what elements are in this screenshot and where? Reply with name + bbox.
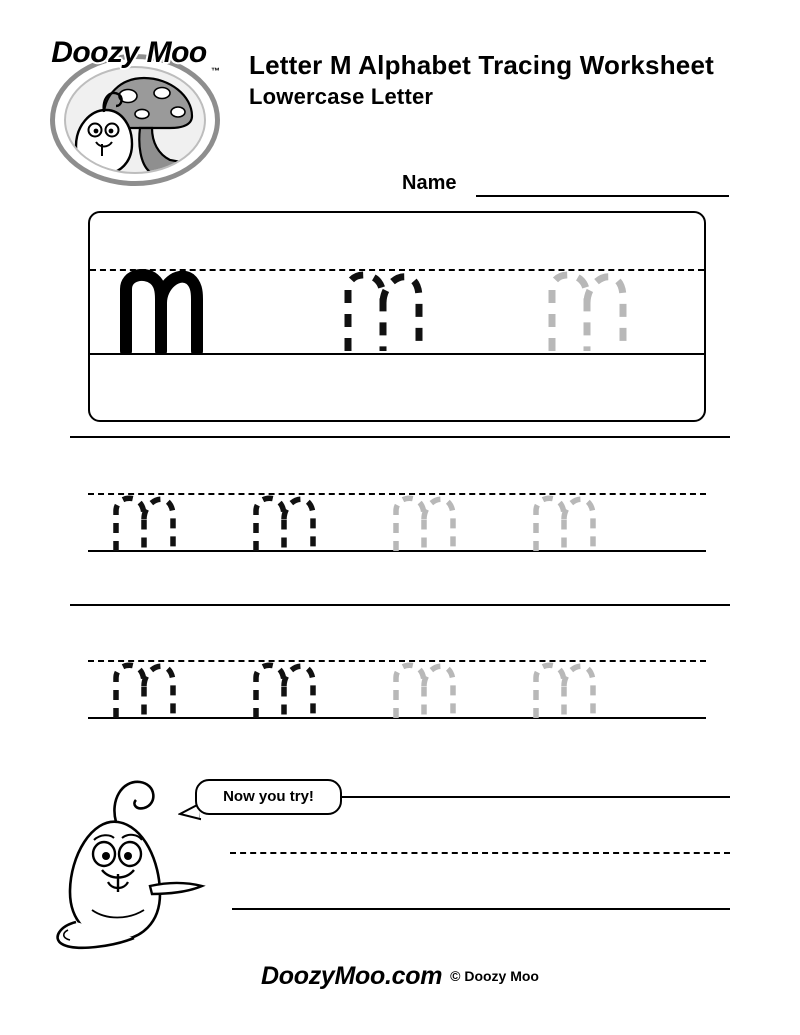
logo-wordmark: Doozy Moo xyxy=(51,36,207,69)
baseline-solid xyxy=(90,353,704,355)
name-label: Name xyxy=(402,172,457,194)
primary-practice-box xyxy=(88,211,706,422)
row2-trace-letters xyxy=(104,660,704,720)
footer xyxy=(0,962,800,991)
row1-trace-letters xyxy=(104,493,704,553)
title-secondary: Lowercase Letter xyxy=(249,84,434,109)
mascot-character-icon xyxy=(52,770,217,955)
rule-under-primary-box xyxy=(70,436,730,438)
speech-bubble-text: Now you try! xyxy=(223,788,314,805)
model-letter-m xyxy=(116,269,256,353)
doozy-moo-logo xyxy=(36,30,222,190)
speech-bubble xyxy=(195,779,342,815)
row3-baseline-solid[interactable] xyxy=(232,908,730,910)
title-primary: Letter M Alphabet Tracing Worksheet xyxy=(249,50,714,80)
footer-copyright: © Doozy Moo xyxy=(450,968,539,984)
trace-letter-m-dark xyxy=(338,269,478,353)
logo-trademark-icon: ™ xyxy=(211,66,220,76)
trace-letter-m-light xyxy=(542,269,682,353)
page-title xyxy=(249,48,769,112)
logo-badge-inner xyxy=(64,66,206,174)
mascot-logo-icon xyxy=(66,68,206,174)
name-input-line[interactable] xyxy=(476,195,729,197)
row3-midline-dashed xyxy=(230,852,730,854)
rule-between-rows-1-2 xyxy=(70,604,730,606)
footer-site-name[interactable]: DoozyMoo.com xyxy=(261,962,443,990)
